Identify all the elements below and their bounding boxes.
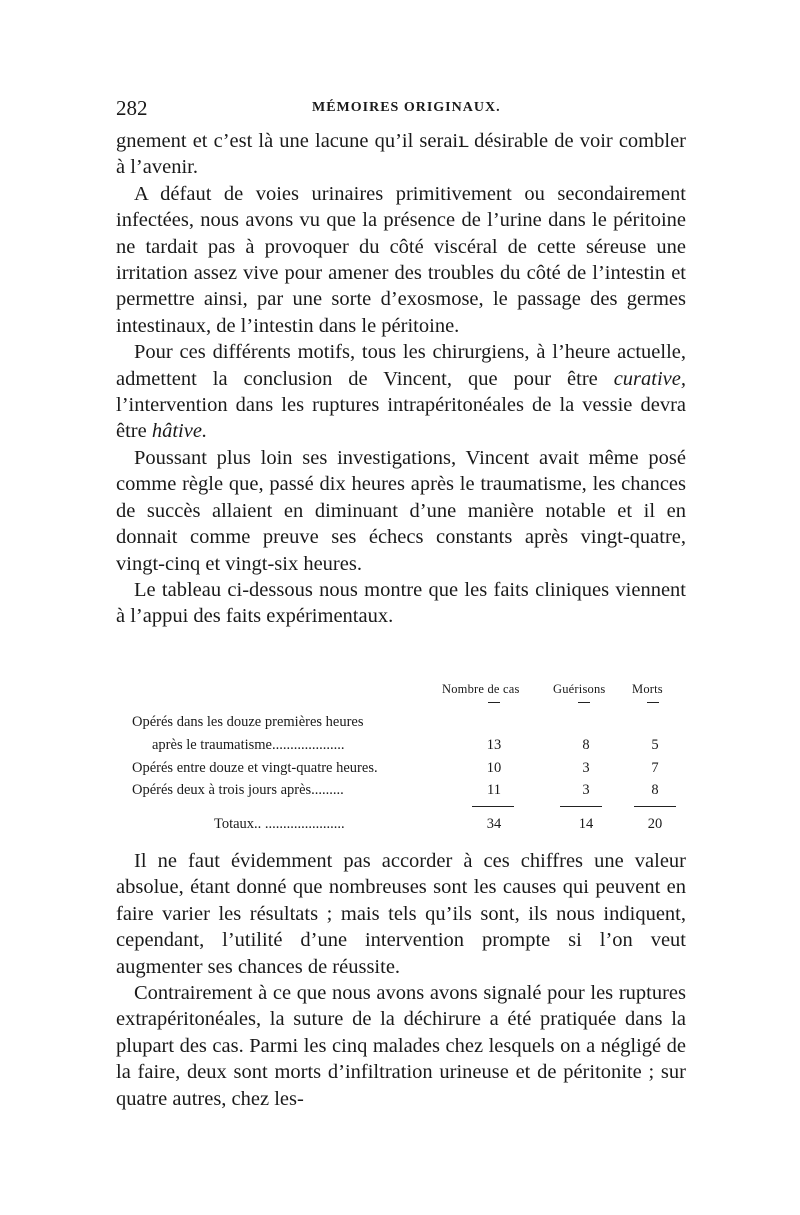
total-rule-guerisons bbox=[560, 806, 602, 807]
row-3-cas: 11 bbox=[487, 782, 501, 798]
paragraph-3 bbox=[116, 339, 686, 445]
paragraph-3-part-b: l’intervention dans les ruptures intrapéritonéales de la vessie devra être bbox=[116, 394, 686, 443]
paragraph-3-part-a: Pour ces différents motifs, tous les chirurgiens, à l’heure actuelle, admettent la conclusion de Vincent, que pour être bbox=[116, 341, 686, 390]
body-text-top bbox=[116, 128, 686, 630]
row-1-morts: 5 bbox=[651, 737, 659, 753]
total-rule-cas bbox=[472, 806, 514, 807]
page-header bbox=[116, 96, 686, 122]
paragraph-3-italic-curative: curative, bbox=[613, 367, 686, 390]
totals-guerisons: 14 bbox=[578, 816, 594, 832]
paragraph-6: Il ne faut évidemment pas accorder à ces chiffres une valeur absolue, étant donné que nombreuses sont les causes qui peuvent en faire varier les résultats ; mais tels qu’ils sont, ils nous indiquent, cependant, l’utilité d’une intervention prompte si l’on veut augmenter ses chances de réussite. bbox=[116, 850, 686, 978]
column-dash-guerisons bbox=[578, 702, 590, 703]
column-header-morts: Morts bbox=[632, 682, 663, 696]
column-header-cas: Nombre de cas bbox=[442, 682, 520, 696]
paragraph-3-italic-hative: hâtive. bbox=[151, 420, 208, 443]
page-number: 282 bbox=[116, 96, 148, 120]
row-3-morts: 8 bbox=[651, 782, 659, 798]
row-1-label-line1: Opérés dans les douze premières heures bbox=[132, 714, 364, 730]
column-header-guerisons: Guérisons bbox=[553, 682, 606, 696]
row-2-label: Opérés entre douze et vingt-quatre heures. bbox=[132, 760, 378, 776]
row-1-guerisons: 8 bbox=[582, 737, 590, 753]
paragraph-5: Le tableau ci-dessous nous montre que les faits cliniques viennent à l’appui des faits expérimentaux. bbox=[116, 578, 686, 628]
row-3-label: Opérés deux à trois jours après......... bbox=[132, 782, 344, 798]
column-dash-cas bbox=[488, 702, 500, 703]
totals-morts: 20 bbox=[647, 816, 663, 832]
paragraph-2: A défaut de voies urinaires primitivement ou secondairement infectées, nous avons vu que la présence de l’urine dans le péritoine ne tardait pas à provoquer du côté viscéral de cette séreuse une irritation assez vive pour amener des troubles du côté de l’intestin et permettre ainsi, par une sorte d’exosmose, le passage des germes intestinaux, de l’intestin dans le péritoine. bbox=[116, 182, 686, 337]
paragraph-1: gnement et c’est là une lacune qu’il seraiւ désirable de voir combler à l’avenir. bbox=[116, 130, 686, 179]
row-1-cas: 13 bbox=[486, 737, 502, 753]
totals-label: Totaux.. ...................... bbox=[214, 816, 345, 832]
total-rule-morts bbox=[634, 806, 676, 807]
row-2-morts: 7 bbox=[651, 760, 659, 776]
row-1-label-line2: après le traumatisme.................... bbox=[152, 737, 345, 753]
row-2-guerisons: 3 bbox=[582, 760, 590, 776]
row-3-guerisons: 3 bbox=[582, 782, 590, 798]
running-head: MÉMOIRES ORIGINAUX. bbox=[312, 100, 501, 115]
totals-cas: 34 bbox=[486, 816, 502, 832]
row-2-cas: 10 bbox=[486, 760, 502, 776]
paragraph-7: Contrairement à ce que nous avons avons signalé pour les ruptures extrapéritonéales, la suture de la déchirure a été pratiquée dans la plupart des cas. Parmi les cinq malades chez lesquels on a négligé de la faire, deux sont morts d’infiltration urineuse et de péritonite ; sur quatre autres, chez les- bbox=[116, 982, 686, 1110]
column-dash-morts bbox=[647, 702, 659, 703]
body-text-bottom bbox=[116, 848, 686, 1112]
paragraph-4: Poussant plus loin ses investigations, Vincent avait même posé comme règle que, passé dix heures après le traumatisme, les chances de succès allaient en diminuant d’une manière notable et il en donnait comme preuve ses échecs constants après vingt-quatre, vingt-cinq et vingt-six heures. bbox=[116, 446, 686, 575]
